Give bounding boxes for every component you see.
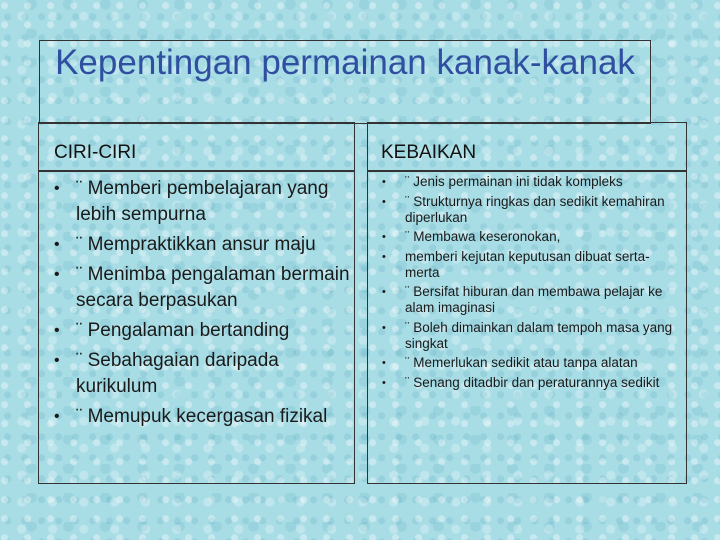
- list-item-text: ¨ Mempraktikkan ansur maju: [76, 234, 316, 255]
- slide-title: Kepentingan permainan kanak-kanak: [55, 43, 635, 82]
- list-item: [378, 355, 683, 371]
- list-item-text: memberi kejutan keputusan dibuat serta-merta: [405, 248, 650, 280]
- list-item: [50, 404, 350, 430]
- bullet-icon: •: [382, 376, 386, 389]
- list-item-text: ¨ Memupuk kecergasan fizikal: [76, 406, 328, 427]
- list-item-text: ¨ Membawa keseronokan,: [405, 229, 561, 244]
- list-item-text: ¨ Boleh dimainkan dalam tempoh masa yang singkat: [405, 319, 673, 351]
- list-item-text: ¨ Sebahagaian daripada kurikulum: [76, 350, 279, 397]
- list-item: [378, 194, 683, 226]
- list-item-text: ¨ Strukturnya ringkas dan sedikit kemahiran diperlukan: [405, 193, 665, 225]
- bullet-icon: •: [382, 357, 386, 369]
- bullet-icon: •: [54, 180, 60, 197]
- list-item: [50, 318, 350, 344]
- list-item: [378, 284, 683, 316]
- list-item: [378, 249, 683, 281]
- list-item: [378, 320, 683, 352]
- bullet-icon: •: [54, 236, 60, 253]
- bullet-icon: •: [54, 322, 60, 339]
- kebaikan-list: [378, 174, 683, 394]
- list-item-text: ¨ Menimba pengalaman bermain secara berpasukan: [76, 264, 350, 311]
- list-item-text: ¨ Jenis permainan ini tidak kompleks: [405, 174, 623, 189]
- list-item-text: ¨ Memerlukan sedikit atau tanpa alatan: [405, 355, 638, 370]
- list-item-text: ¨ Bersifat hiburan dan membawa pelajar ke alam imaginasi: [405, 284, 663, 315]
- list-item: [50, 232, 350, 258]
- list-item: [50, 262, 350, 314]
- bullet-icon: •: [382, 195, 386, 208]
- list-item: [378, 375, 683, 391]
- list-item-text: ¨ Memberi pembelajaran yang lebih sempurna: [76, 178, 329, 225]
- bullet-icon: •: [382, 231, 386, 243]
- bullet-icon: •: [382, 176, 386, 188]
- bullet-icon: •: [382, 250, 386, 263]
- bullet-icon: •: [382, 321, 386, 334]
- list-item: [378, 174, 683, 190]
- list-item: [50, 176, 350, 228]
- ciri-heading: CIRI-CIRI: [54, 142, 137, 163]
- kebaikan-heading: KEBAIKAN: [381, 142, 477, 163]
- bullet-icon: •: [382, 286, 386, 298]
- bullet-icon: •: [54, 266, 60, 283]
- ciri-list: [50, 176, 350, 434]
- list-item-text: ¨ Pengalaman bertanding: [76, 320, 290, 341]
- bullet-icon: •: [54, 352, 60, 369]
- list-item-text: ¨ Senang ditadbir dan peraturannya sedikit: [405, 374, 660, 390]
- list-item: [50, 348, 350, 400]
- list-item: [378, 229, 683, 245]
- bullet-icon: •: [54, 408, 60, 425]
